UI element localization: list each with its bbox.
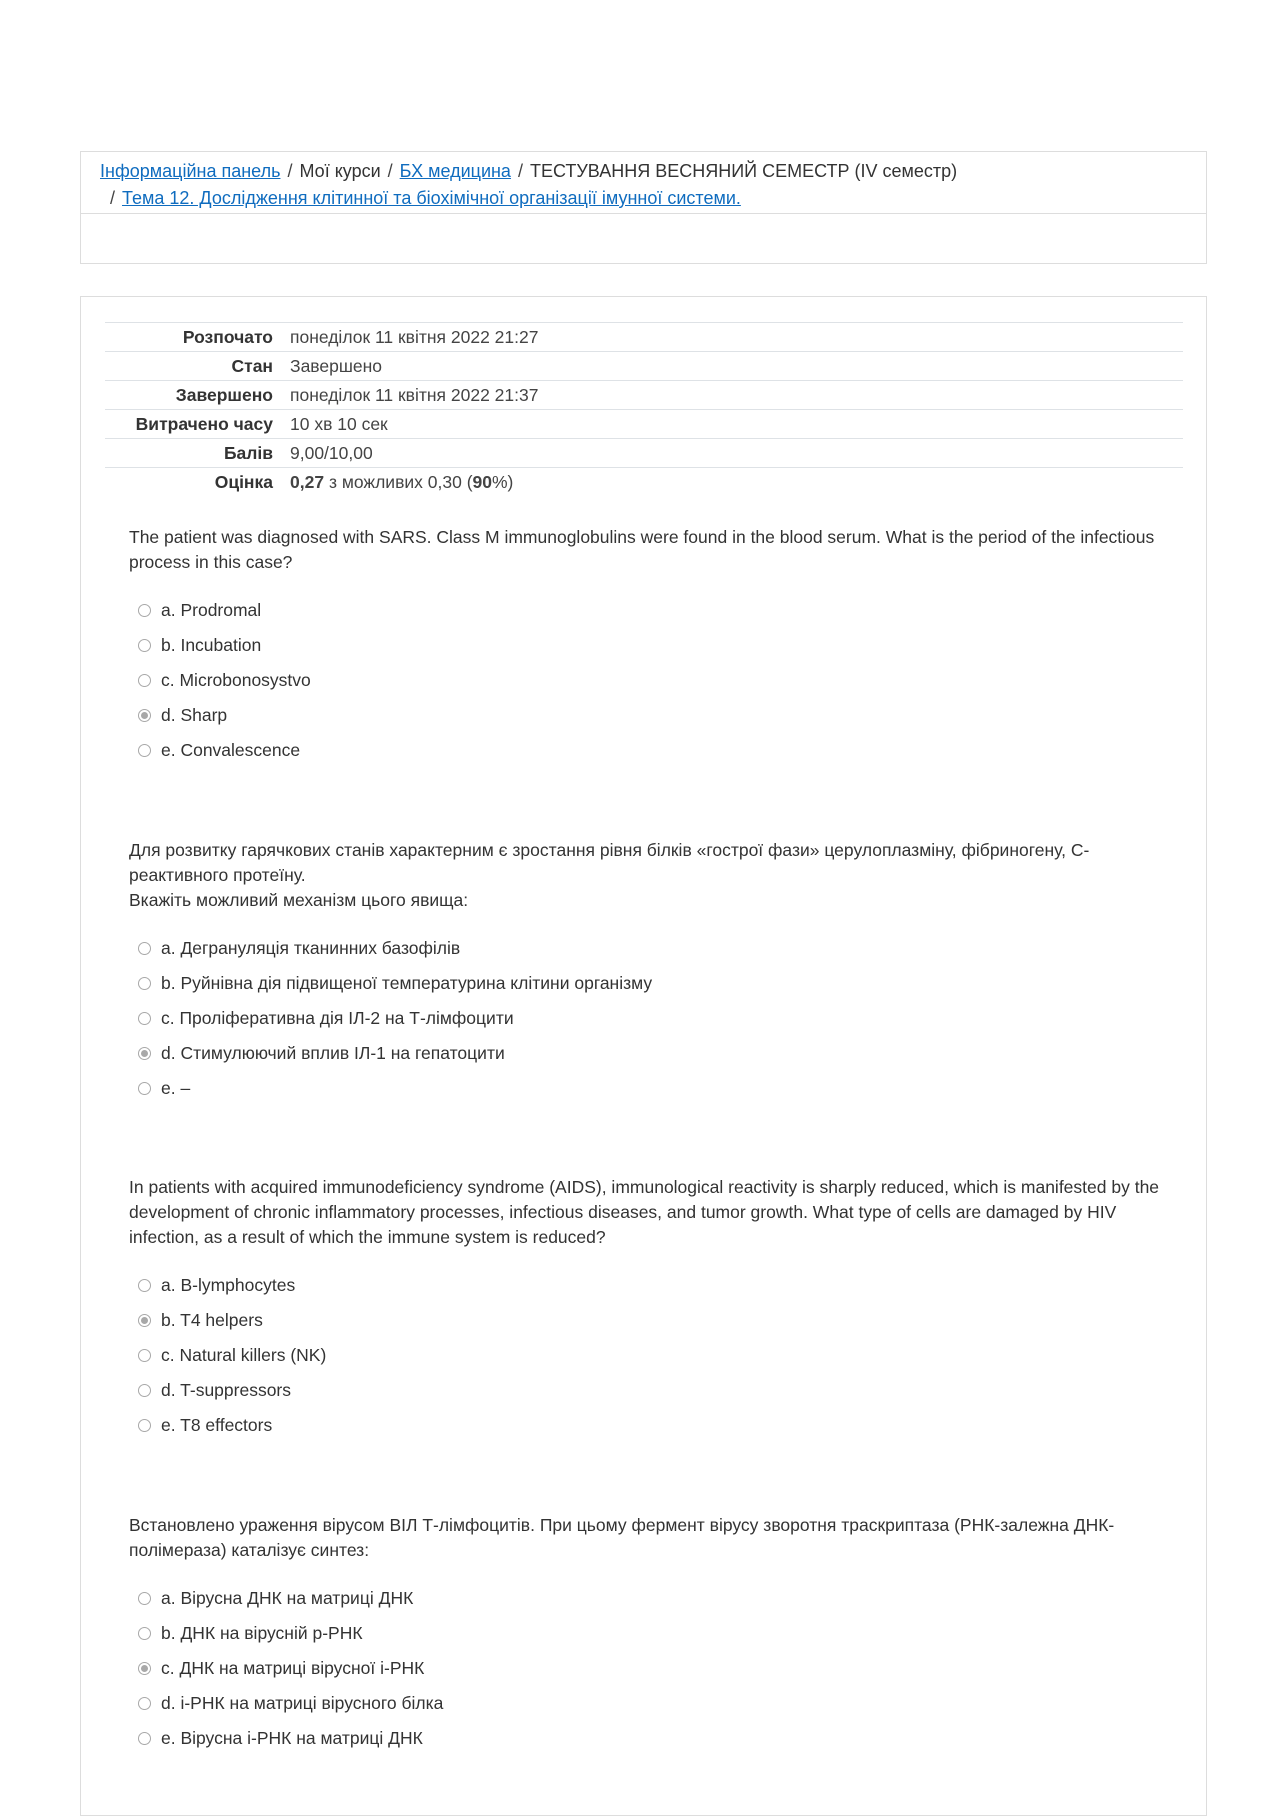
attempt-summary-table	[105, 322, 1183, 496]
radio-button[interactable]	[138, 1592, 151, 1605]
answer-option[interactable]	[129, 1686, 1174, 1721]
radio-button[interactable]	[138, 744, 151, 757]
question-text-line: The patient was diagnosed with SARS. Class M immunoglobulins were found in the blood serum. What is the period of the infectious process in this case?	[129, 527, 1155, 572]
breadcrumb-my-courses: Мої курси	[299, 161, 381, 181]
answer-label: b. T4 helpers	[161, 1310, 263, 1330]
grade-score: 0,27	[290, 471, 325, 492]
answer-option[interactable]	[129, 1338, 1174, 1373]
breadcrumb	[81, 152, 1206, 214]
answer-option[interactable]	[129, 628, 1174, 663]
breadcrumb-separator: /	[110, 188, 116, 208]
answer-option[interactable]	[129, 1071, 1174, 1106]
radio-button[interactable]	[138, 604, 151, 617]
answer-option[interactable]	[129, 1581, 1174, 1616]
summary-value: понеділок 11 квітня 2022 21:37	[290, 384, 539, 405]
answer-label: a. Prodromal	[161, 600, 262, 620]
radio-button[interactable]	[138, 1384, 151, 1397]
answer-label: c. Natural killers (NK)	[161, 1345, 327, 1365]
radio-button[interactable]	[138, 1627, 151, 1640]
answer-label: a. B-lymphocytes	[161, 1275, 296, 1295]
answer-label: c. Microbonosystvo	[161, 670, 311, 690]
summary-value: 10 хв 10 сек	[290, 413, 388, 434]
summary-row-marks	[105, 439, 1183, 468]
answer-label: d. і-РНК на матриці вірусного білка	[161, 1693, 444, 1713]
answer-list	[129, 1268, 1174, 1443]
radio-button[interactable]	[138, 1732, 151, 1745]
question-text	[129, 838, 1174, 913]
answer-label: e. T8 effectors	[161, 1415, 273, 1435]
radio-button[interactable]	[138, 1349, 151, 1362]
answer-option[interactable]	[129, 1408, 1174, 1443]
answer-option[interactable]	[129, 931, 1174, 966]
radio-button[interactable]	[138, 1012, 151, 1025]
answer-option[interactable]	[129, 966, 1174, 1001]
answer-option[interactable]	[129, 593, 1174, 628]
answer-label: a. Дегрануляція тканинних базофілів	[161, 938, 461, 958]
answer-label: d. Sharp	[161, 705, 228, 725]
breadcrumb-separator: /	[387, 161, 393, 181]
breadcrumb-course-link[interactable]: БХ медицина	[399, 161, 511, 181]
answer-option[interactable]	[129, 663, 1174, 698]
radio-button-selected[interactable]	[138, 1662, 151, 1675]
quiz-review-card	[80, 296, 1207, 1816]
radio-button[interactable]	[138, 977, 151, 990]
answer-option[interactable]	[129, 1616, 1174, 1651]
question-1	[129, 525, 1174, 768]
question-text-line: In patients with acquired immunodeficiency syndrome (AIDS), immunological reactivity is sharply reduced, which is manifested by the development of chronic inflammatory processes, infectious diseases, and tumor growth. What type of cells are damaged by HIV infection, as a result of which the immune system is reduced?	[129, 1177, 1160, 1247]
question-2	[129, 838, 1174, 1106]
question-text	[129, 1513, 1174, 1563]
grade-end: %)	[492, 471, 514, 492]
question-text-line: Для розвитку гарячкових станів характерним є зростання рівня білків «гострої фази» церулоплазміну, фібриногену, С-реактивного протеїну.	[129, 840, 1090, 885]
answer-option[interactable]	[129, 1268, 1174, 1303]
answer-list	[129, 1581, 1174, 1756]
answer-list	[129, 931, 1174, 1106]
radio-button[interactable]	[138, 639, 151, 652]
answer-list	[129, 593, 1174, 768]
question-text-line: Встановлено ураження вірусом ВІЛ Т-лімфоцитів. При цьому фермент вірусу зворотня траскриптаза (РНК-залежна ДНК-полімераза) каталізує синтез:	[129, 1515, 1115, 1560]
radio-button[interactable]	[138, 1082, 151, 1095]
summary-row-time	[105, 410, 1183, 439]
radio-button[interactable]	[138, 1419, 151, 1432]
summary-label: Розпочато	[182, 326, 273, 347]
answer-option[interactable]	[129, 1373, 1174, 1408]
answer-option[interactable]	[129, 1036, 1174, 1071]
breadcrumb-card	[80, 151, 1207, 264]
answer-label: d. T-suppressors	[161, 1380, 292, 1400]
answer-option[interactable]	[129, 1001, 1174, 1036]
answer-option[interactable]	[129, 1303, 1174, 1338]
question-text	[129, 525, 1174, 575]
answer-option[interactable]	[129, 1721, 1174, 1756]
summary-label: Балів	[223, 442, 273, 463]
summary-row-started	[105, 323, 1183, 352]
summary-label: Витрачено часу	[135, 413, 273, 434]
summary-value: 9,00/10,00	[290, 442, 373, 463]
grade-percent: 90	[472, 471, 492, 492]
answer-option[interactable]	[129, 733, 1174, 768]
summary-value	[290, 468, 1183, 497]
breadcrumb-separator: /	[287, 161, 293, 181]
breadcrumb-dashboard-link[interactable]: Інформаційна панель	[100, 161, 281, 181]
answer-label: c. Проліферативна дія ІЛ-2 на Т-лімфоцити	[161, 1008, 514, 1028]
answer-label: d. Стимулюючий вплив ІЛ-1 на гепатоцити	[161, 1043, 505, 1063]
answer-label: e. Вірусна і-РНК на матриці ДНК	[161, 1728, 423, 1748]
breadcrumb-topic-link[interactable]: Тема 12. Дослідження клітинної та біохімічної організації імунної системи.	[122, 188, 741, 208]
answer-label: a. Вірусна ДНК на матриці ДНК	[161, 1588, 414, 1608]
summary-label: Завершено	[175, 384, 273, 405]
radio-button[interactable]	[138, 674, 151, 687]
summary-row-grade	[105, 468, 1183, 497]
answer-label: b. ДНК на вірусній р-РНК	[161, 1623, 363, 1643]
breadcrumb-section: ТЕСТУВАННЯ ВЕСНЯНИЙ СЕМЕСТР (IV семестр)	[529, 161, 958, 181]
radio-button-selected[interactable]	[138, 1047, 151, 1060]
grade-middle: з можливих 0,30 (	[328, 471, 473, 492]
summary-value: понеділок 11 квітня 2022 21:27	[290, 326, 539, 347]
answer-option[interactable]	[129, 698, 1174, 733]
answer-option[interactable]	[129, 1651, 1174, 1686]
answer-label: b. Incubation	[161, 635, 262, 655]
answer-label: e. Convalescence	[161, 740, 301, 760]
question-3	[129, 1175, 1174, 1443]
radio-button[interactable]	[138, 1697, 151, 1710]
question-text	[129, 1175, 1174, 1250]
radio-button[interactable]	[138, 942, 151, 955]
breadcrumb-separator: /	[517, 161, 523, 181]
question-text-line: Вкажіть можливий механізм цього явища:	[129, 890, 469, 910]
radio-button[interactable]	[138, 1279, 151, 1292]
answer-label: b. Руйнівна дія підвищеної температурина клітини організму	[161, 973, 653, 993]
summary-row-state	[105, 352, 1183, 381]
radio-button-selected[interactable]	[138, 1314, 151, 1327]
summary-value: Завершено	[290, 355, 383, 376]
answer-label: e. –	[161, 1078, 191, 1098]
summary-label: Оцінка	[214, 471, 273, 492]
radio-button-selected[interactable]	[138, 709, 151, 722]
question-4	[129, 1513, 1174, 1756]
answer-label: c. ДНК на матриці вірусної і-РНК	[161, 1658, 425, 1678]
summary-label: Стан	[231, 355, 273, 376]
summary-row-finished	[105, 381, 1183, 410]
